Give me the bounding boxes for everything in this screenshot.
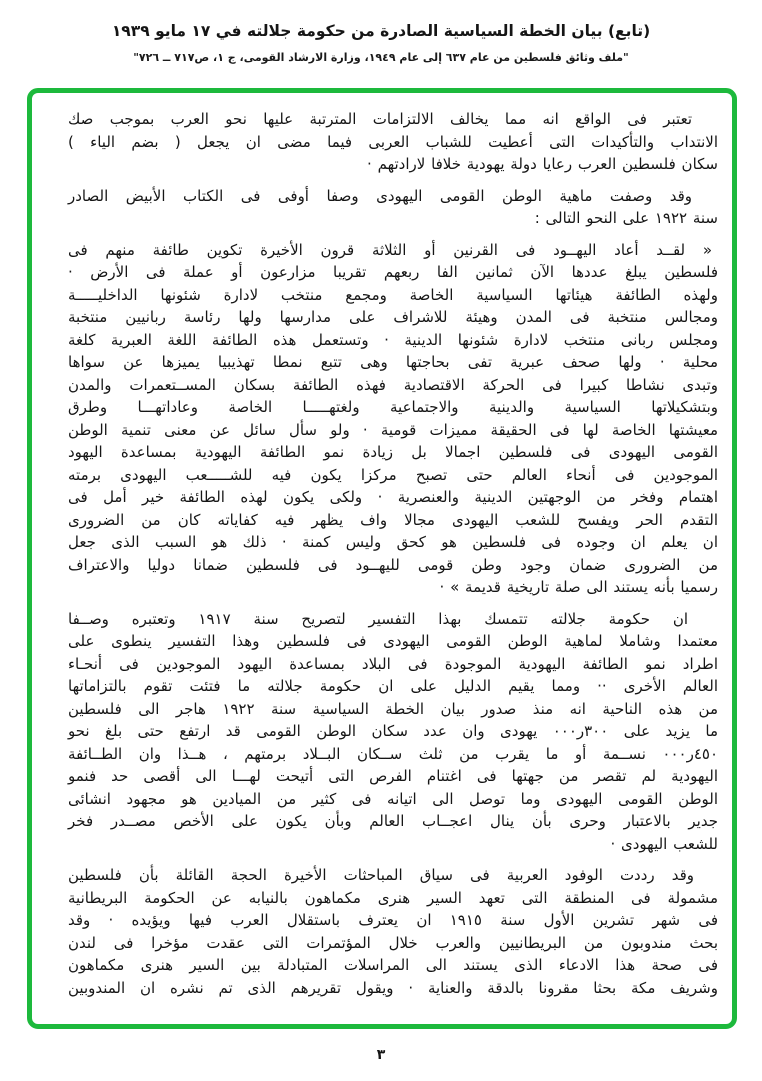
- text-line: فلسطين يبلغ عددها الآن ثمانين الفا ربعهم تقريبا مزارعون أو عملة فى الأرض ·: [68, 263, 718, 281]
- page-title: (تابع) بيان الخطة السياسية الصادرة من حكومة جلالته في ١٧ مايو ١٩٣٩: [111, 22, 651, 40]
- text-line: ٤٥٠ر٠٠٠ نســمة أو ما يقرب من ثلث ســكان البــلاد برمتهم ، هــذا وان الطــائفة: [68, 744, 718, 763]
- text-line: للشعب اليهودى ·: [610, 834, 718, 853]
- paragraph: [68, 608, 718, 856]
- text-line: اطراد نمو الطائفة اليهودية الموجودة فى البلاد بمساعدة اليهود الموجودين فى أنحـاء: [68, 654, 718, 673]
- text-line: مشمولة فى المنطقة التى تعهد السير هنرى مكماهون بالنيابه عن الحكومة البريطانية: [68, 888, 718, 907]
- text-line: وبتشكيلاتها السياسية والدينية والاجتماعية ولغتهـــــا الخاصة وعاداتهـــا وطرق: [68, 398, 718, 416]
- text-line: اهتمام وفخر من الوجهتين الدينية والعنصرية · ولكى يكون لهذه الطائفة خير أمل فى: [68, 488, 718, 506]
- document-header: [0, 22, 762, 64]
- text-line: ومجالس منتخبة فى المدن وهيئة للاشراف على مدارسها ولها رئاسة ربانيين منتخبة: [68, 308, 718, 326]
- text-line: « لقــد أعاد اليهــود فى القرنين أو الثلاثة قرون الأخيرة تكوين طائفة منهم فى: [68, 240, 712, 259]
- text-line: الوطن القومى اليهودى وما توصل الى اتيانه فى كثير من الميادين هو مجهود انشائى: [68, 789, 718, 808]
- text-line: وقد وصفت ماهية الوطن القومى اليهودى وصفا أوفى فى الكتاب الأبيض الصادر: [68, 186, 692, 205]
- text-line: رسميا بأنه يستند الى صلة تاريخية قديمة » ·: [439, 578, 718, 596]
- source-citation: "ملف وثائق فلسطين من عام ٦٣٧ إلى عام ١٩٤٩، وزارة الارشاد القومى، ج ١، ص٧١٧ ــ ٧٢٦": [133, 51, 629, 64]
- paragraph: [68, 239, 718, 599]
- text-line: من هذه الناحية انه منذ صدور بيان الخطة السياسية سنة ١٩٢٢ هاجر الى فلسطين: [68, 699, 718, 718]
- body-text: [68, 108, 718, 999]
- text-line: القومى اليهودى فى فلسطين اجمالا بل زيادة نمو الطائفة اليهودية بمساعدة اليهود: [68, 443, 718, 461]
- text-line: معتمدا وشاملا لماهية الوطن القومى اليهودى فى فلسطين وهذا التفسير ينطوى على: [68, 632, 718, 650]
- text-line: ما يزيد على ٣٠٠ر٠٠٠ يهودى وان عدد سكان الوطن القومى قد ارتفع حتى بلغ نحو: [68, 722, 719, 740]
- text-line: ومجلس ربانى منتخب لادارة شئونها الدينية · وتستعمل هذه الطائفة اللغة العبرية كلغة: [68, 330, 718, 349]
- text-line: جدير بالاعتبار وحرى بأن ينال اعجــاب العالم وبأن يكون على الأخص مصــدر فخر: [68, 812, 718, 830]
- text-line: الموجودين فى أنحاء العالم حتى تصبح مركزا يكون فيه للشـــــعب اليهودى برمته: [68, 465, 718, 484]
- text-line: وقد رددت الوفود العربية فى سياق المباحثات الأخيرة الحجة القائلة بأن فلسطين: [68, 866, 694, 884]
- text-line: فى صحة هذا الادعاء الذى يستند الى المراسلات المتبادلة بين السير هنرى مكماهون: [68, 956, 718, 974]
- paragraph: [68, 185, 718, 230]
- text-line: وتبدى نشاطا كبيرا فى الحركة الاقتصادية فهذه الطائفة بسكان المســتعمرات والمدن: [68, 375, 718, 394]
- text-line: اليهودية لم تقصر من جهتها فى اغتنام الفرص التى أتيحت لهـــا الى أقصى حد فنمو: [68, 767, 718, 785]
- text-line: سكان فلسطين العرب رعايا دولة يهودية خلافا لارادتهم ·: [367, 155, 718, 173]
- text-line: ان يعلم ان وجوده فى فلسطين هو كحق وليس كمنة · ذلك هو السبب الذى جعل: [68, 533, 718, 551]
- content-frame: [27, 88, 737, 1029]
- text-line: سنة ١٩٢٢ على النحو التالى :: [534, 209, 718, 227]
- text-line: ان حكومة جلالته تتمسك بهذا التفسير لتصريح سنة ١٩١٧ وتعتبره وصــفا: [68, 609, 688, 628]
- text-line: العالم الأخرى ·· ومما يقيم الدليل على ان حكومة جلالته ما فتئت تقوم بالتزاماتها: [68, 677, 718, 695]
- text-line: الانتداب والتأكيدات التى أعطيت للشباب العربى فيما مضى ان يجعل ( بضم الياء ): [68, 132, 718, 151]
- text-line: من الضرورى ضمان وجود وطن قومى لليهــود فى فلسطين ضمانا دوليا والاعتراف: [68, 555, 718, 574]
- text-line: فى شهر تشرين الأول سنة ١٩١٥ ان يعترف باستقلال العرب فيها ويؤيده · وقد: [68, 911, 718, 929]
- text-line: التقدم الحر ويفسح للشعب اليهودى مجالا واف يظهر فيه كفاياته كان من الضرورى: [68, 510, 718, 529]
- paragraph: [68, 108, 718, 176]
- paragraph: [68, 864, 718, 999]
- text-line: ولهذه الطائفة هيئاتها السياسية الخاصة ومجمع منتخب لادارة شئونها الداخليـــــة: [68, 285, 718, 304]
- text-line: تعتبر فى الواقع انه مما يخالف الالتزامات المترتبة عليها نحو العرب بموجب صك: [68, 110, 692, 128]
- text-line: معيشتها الخاصة لها فى الحقيقة مميزات قومية · ولو سأل سائل عن معنى تنمية الوطن: [68, 420, 718, 439]
- text-line: محلية · ولها صحف عبرية تفى بحاجتها وهى تتبع نمطا تهذيبيا يميزها عن سواها: [68, 353, 718, 371]
- text-line: بحث مندوبون من البريطانيين والعرب خلال المؤتمرات التى عقدت مؤخرا فى لندن: [68, 933, 718, 952]
- page-number: ٣: [376, 1047, 386, 1063]
- text-line: وشريف مكة بحثا مقرونا بالدقة والعناية · ويقول تقريرهم الذى تم نشره ان المندوبين: [68, 978, 718, 997]
